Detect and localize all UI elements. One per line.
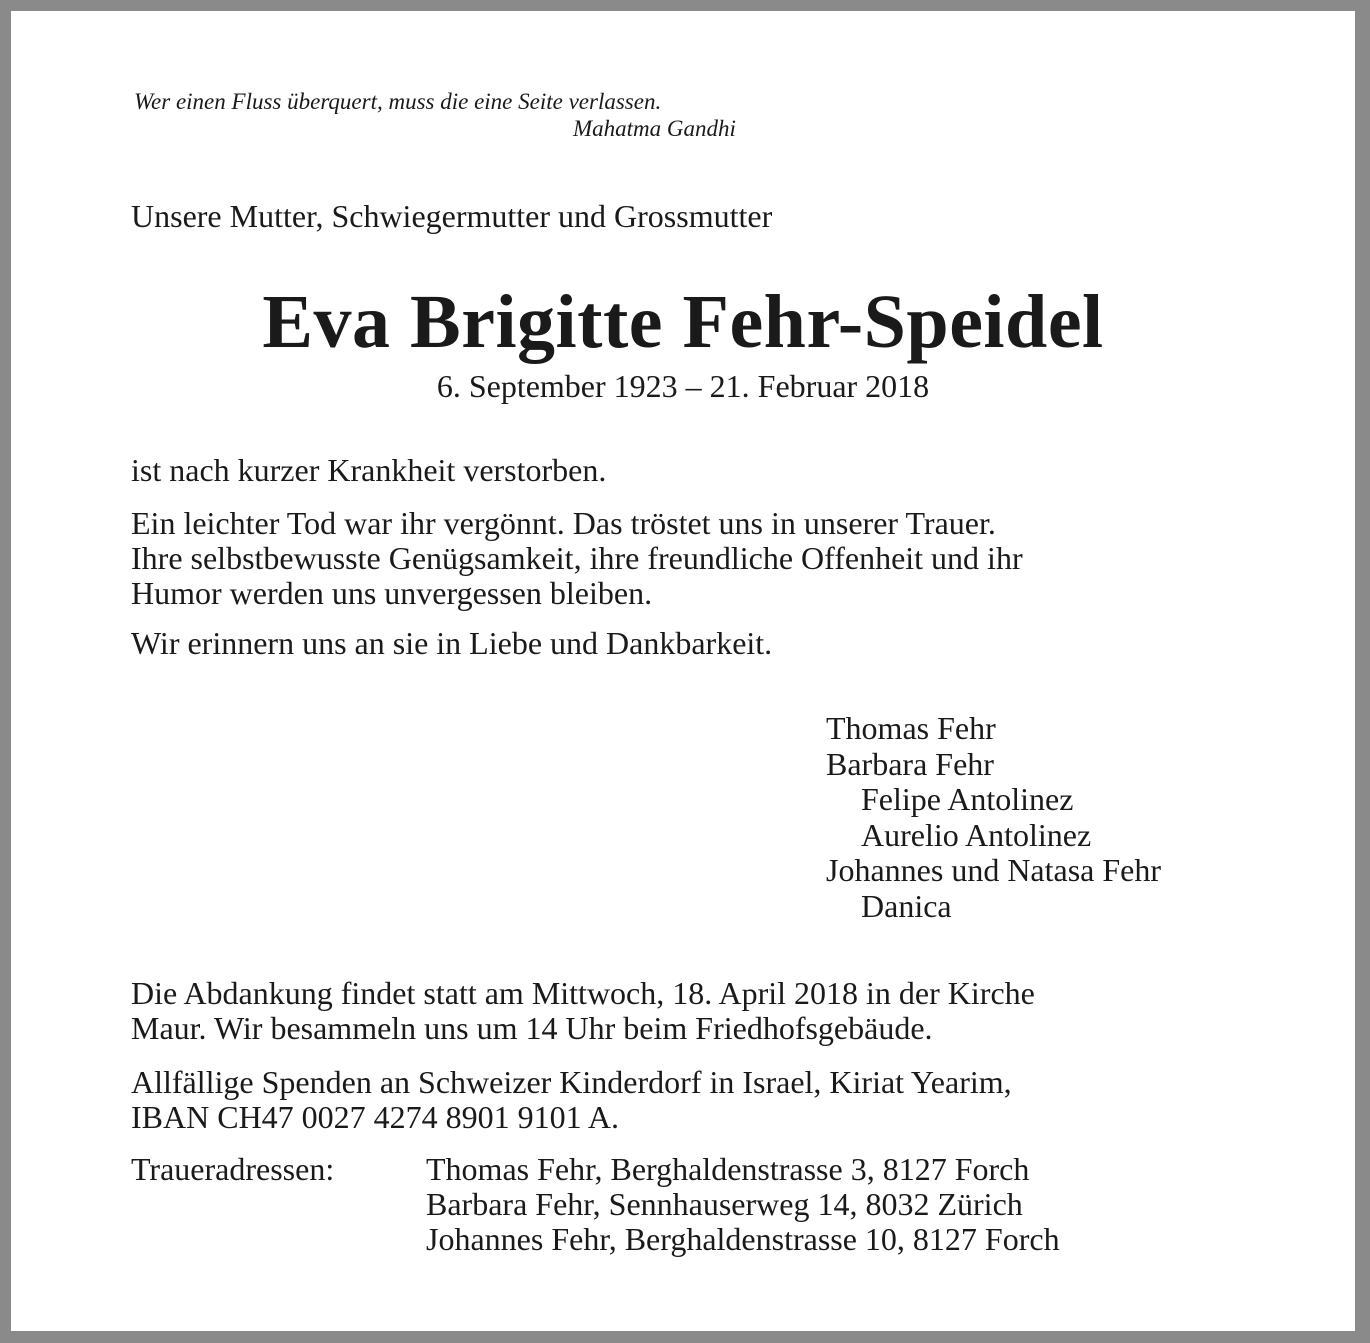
death-notice-paragraph: ist nach kurzer Krankheit verstorben. — [131, 452, 607, 488]
family-member: Johannes und Natasa Fehr — [826, 852, 1162, 888]
family-member: Barbara Fehr — [826, 745, 994, 782]
paragraph-line: Ihre selbstbewusste Genügsamkeit, ihre freundliche Offenheit und ihr — [131, 540, 1023, 576]
paragraph-line: Maur. Wir besammeln uns um 14 Uhr beim Friedhofsgebäude. — [131, 1010, 933, 1046]
epigraph-quote — [134, 88, 736, 142]
paragraph-line: Ein leichter Tod war ihr vergönnt. Das tröstet uns in unserer Trauer. — [131, 505, 996, 541]
family-member: Felipe Antolinez — [861, 781, 1074, 817]
donations-paragraph — [131, 1065, 1012, 1135]
address-item: Johannes Fehr, Berghaldenstrasse 10, 8127 Forch — [426, 1221, 1060, 1257]
family-member: Thomas Fehr — [826, 710, 996, 746]
quote-author: Mahatma Gandhi — [573, 116, 736, 141]
paragraph-line: IBAN CH47 0027 4274 8901 9101 A. — [131, 1099, 620, 1135]
paragraph-line: Die Abdankung findet statt am Mittwoch, 18. April 2018 in der Kirche — [131, 975, 1035, 1011]
addresses-list — [426, 1152, 1060, 1257]
obituary-page — [11, 11, 1355, 1331]
addresses-label: Traueradressen: — [131, 1151, 335, 1187]
life-dates: 6. September 1923 – 21. Februar 2018 — [436, 368, 930, 404]
deceased-name: Eva Brigitte Fehr-Speidel — [262, 280, 1104, 364]
family-member: Aurelio Antolinez — [861, 816, 1092, 853]
paragraph-line: Humor werden uns unvergessen bleiben. — [131, 575, 653, 611]
address-item: Barbara Fehr, Sennhauserweg 14, 8032 Zürich — [426, 1186, 1023, 1222]
remembrance-paragraph — [131, 506, 1023, 611]
family-signatures — [826, 711, 1161, 924]
paragraph-line: Allfällige Spenden an Schweizer Kinderdorf in Israel, Kiriat Yearim, — [131, 1064, 1012, 1100]
family-member: Danica — [861, 887, 952, 924]
quote-text: Wer einen Fluss überquert, muss die eine Seite verlassen. — [134, 89, 662, 114]
gratitude-paragraph: Wir erinnern uns an sie in Liebe und Dankbarkeit. — [131, 625, 773, 661]
intro-line: Unsere Mutter, Schwiegermutter und Grossmutter — [131, 198, 773, 234]
service-paragraph — [131, 976, 1035, 1046]
address-item: Thomas Fehr, Berghaldenstrasse 3, 8127 Forch — [426, 1151, 1030, 1187]
